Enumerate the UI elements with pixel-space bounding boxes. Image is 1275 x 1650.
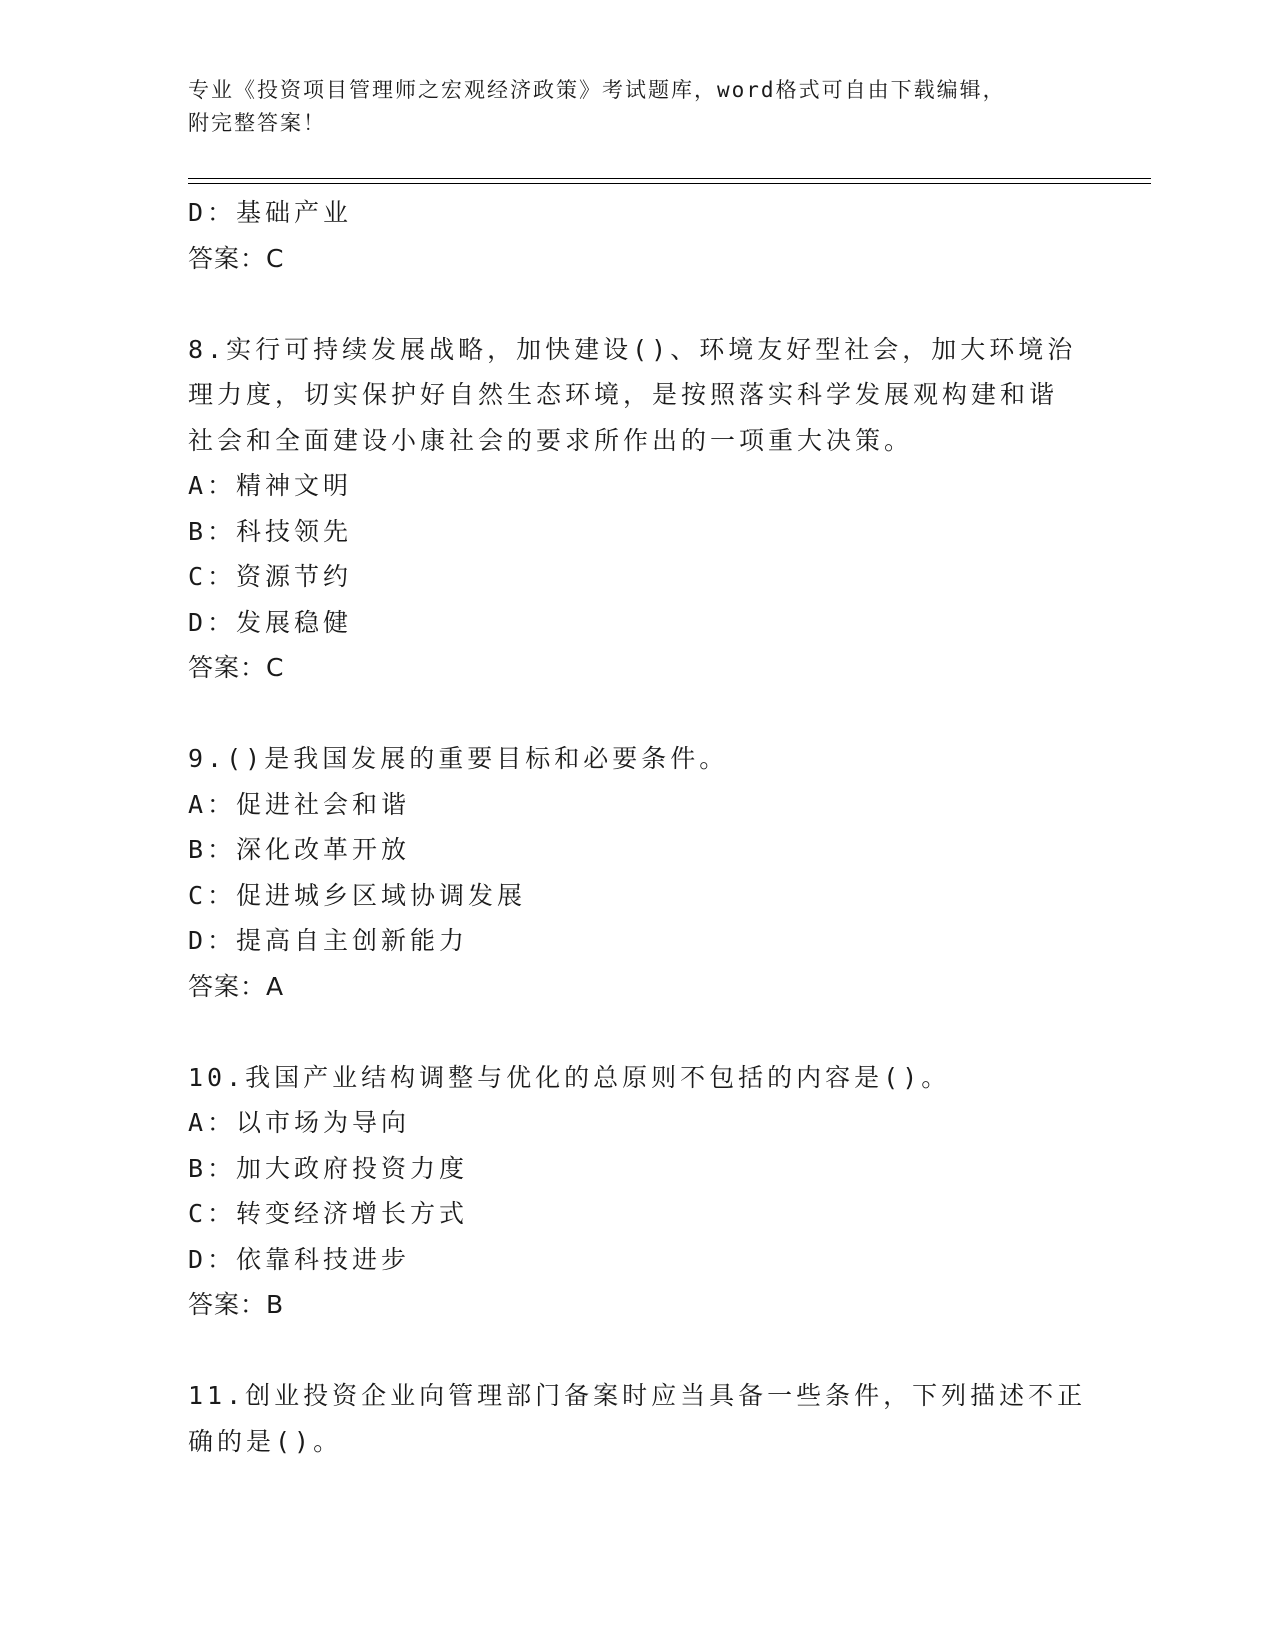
answer-line: 答案：C (188, 243, 285, 273)
header-line-1: 专业《投资项目管理师之宏观经济政策》考试题库，word格式可自由下载编辑， (188, 78, 1006, 102)
option-d: D：基础产业 (188, 198, 353, 227)
question-stem-line: 社会和全面建设小康社会的要求所作出的一项重大决策。 (188, 425, 914, 455)
question-11 (188, 1373, 1088, 1464)
option-d: D：发展稳健 (188, 607, 353, 637)
answer-line: 答案：B (188, 1290, 285, 1319)
option-b: B：加大政府投资力度 (188, 1153, 469, 1183)
spacer (188, 691, 1088, 737)
question-stem-line: 10.我国产业结构调整与优化的总原则不包括的内容是()。 (188, 1062, 951, 1092)
question-stem-line: 确的是()。 (188, 1426, 343, 1456)
option-c: C：资源节约 (188, 562, 353, 591)
question-stem-line: 9.()是我国发展的重要目标和必要条件。 (188, 744, 729, 773)
question-8 (188, 327, 1088, 691)
option-a: A：以市场为导向 (188, 1108, 411, 1137)
spacer (188, 1328, 1088, 1374)
option-b: B：深化改革开放 (188, 835, 411, 864)
option-d: D：提高自主创新能力 (188, 926, 469, 955)
option-c: C：促进城乡区域协调发展 (188, 880, 527, 910)
option-c: C：转变经济增长方式 (188, 1199, 469, 1228)
header-rule-bottom (188, 183, 1151, 184)
option-a: A：促进社会和谐 (188, 789, 411, 819)
option-b: B：科技领先 (188, 516, 353, 546)
question-stem-line: 11.创业投资企业向管理部门备案时应当具备一些条件，下列描述不正 (188, 1381, 1087, 1410)
document-body (188, 190, 1088, 1464)
header-rule-top (188, 178, 1151, 179)
option-d: D：依靠科技进步 (188, 1244, 411, 1274)
answer-line: 答案：C (188, 653, 285, 682)
question-10 (188, 1055, 1088, 1328)
spacer (188, 1009, 1088, 1055)
page-header (188, 74, 1088, 140)
question-stem-line: 8.实行可持续发展战略，加快建设()、环境友好型社会，加大环境治 (188, 334, 1077, 364)
option-a: A：精神文明 (188, 471, 353, 500)
spacer (188, 281, 1088, 327)
header-line-2: 附完整答案！ (188, 111, 326, 135)
question-stem-line: 理力度，切实保护好自然生态环境，是按照落实科学发展观构建和谐 (188, 380, 1059, 409)
question-9 (188, 736, 1088, 1009)
answer-line: 答案：A (188, 971, 285, 1001)
